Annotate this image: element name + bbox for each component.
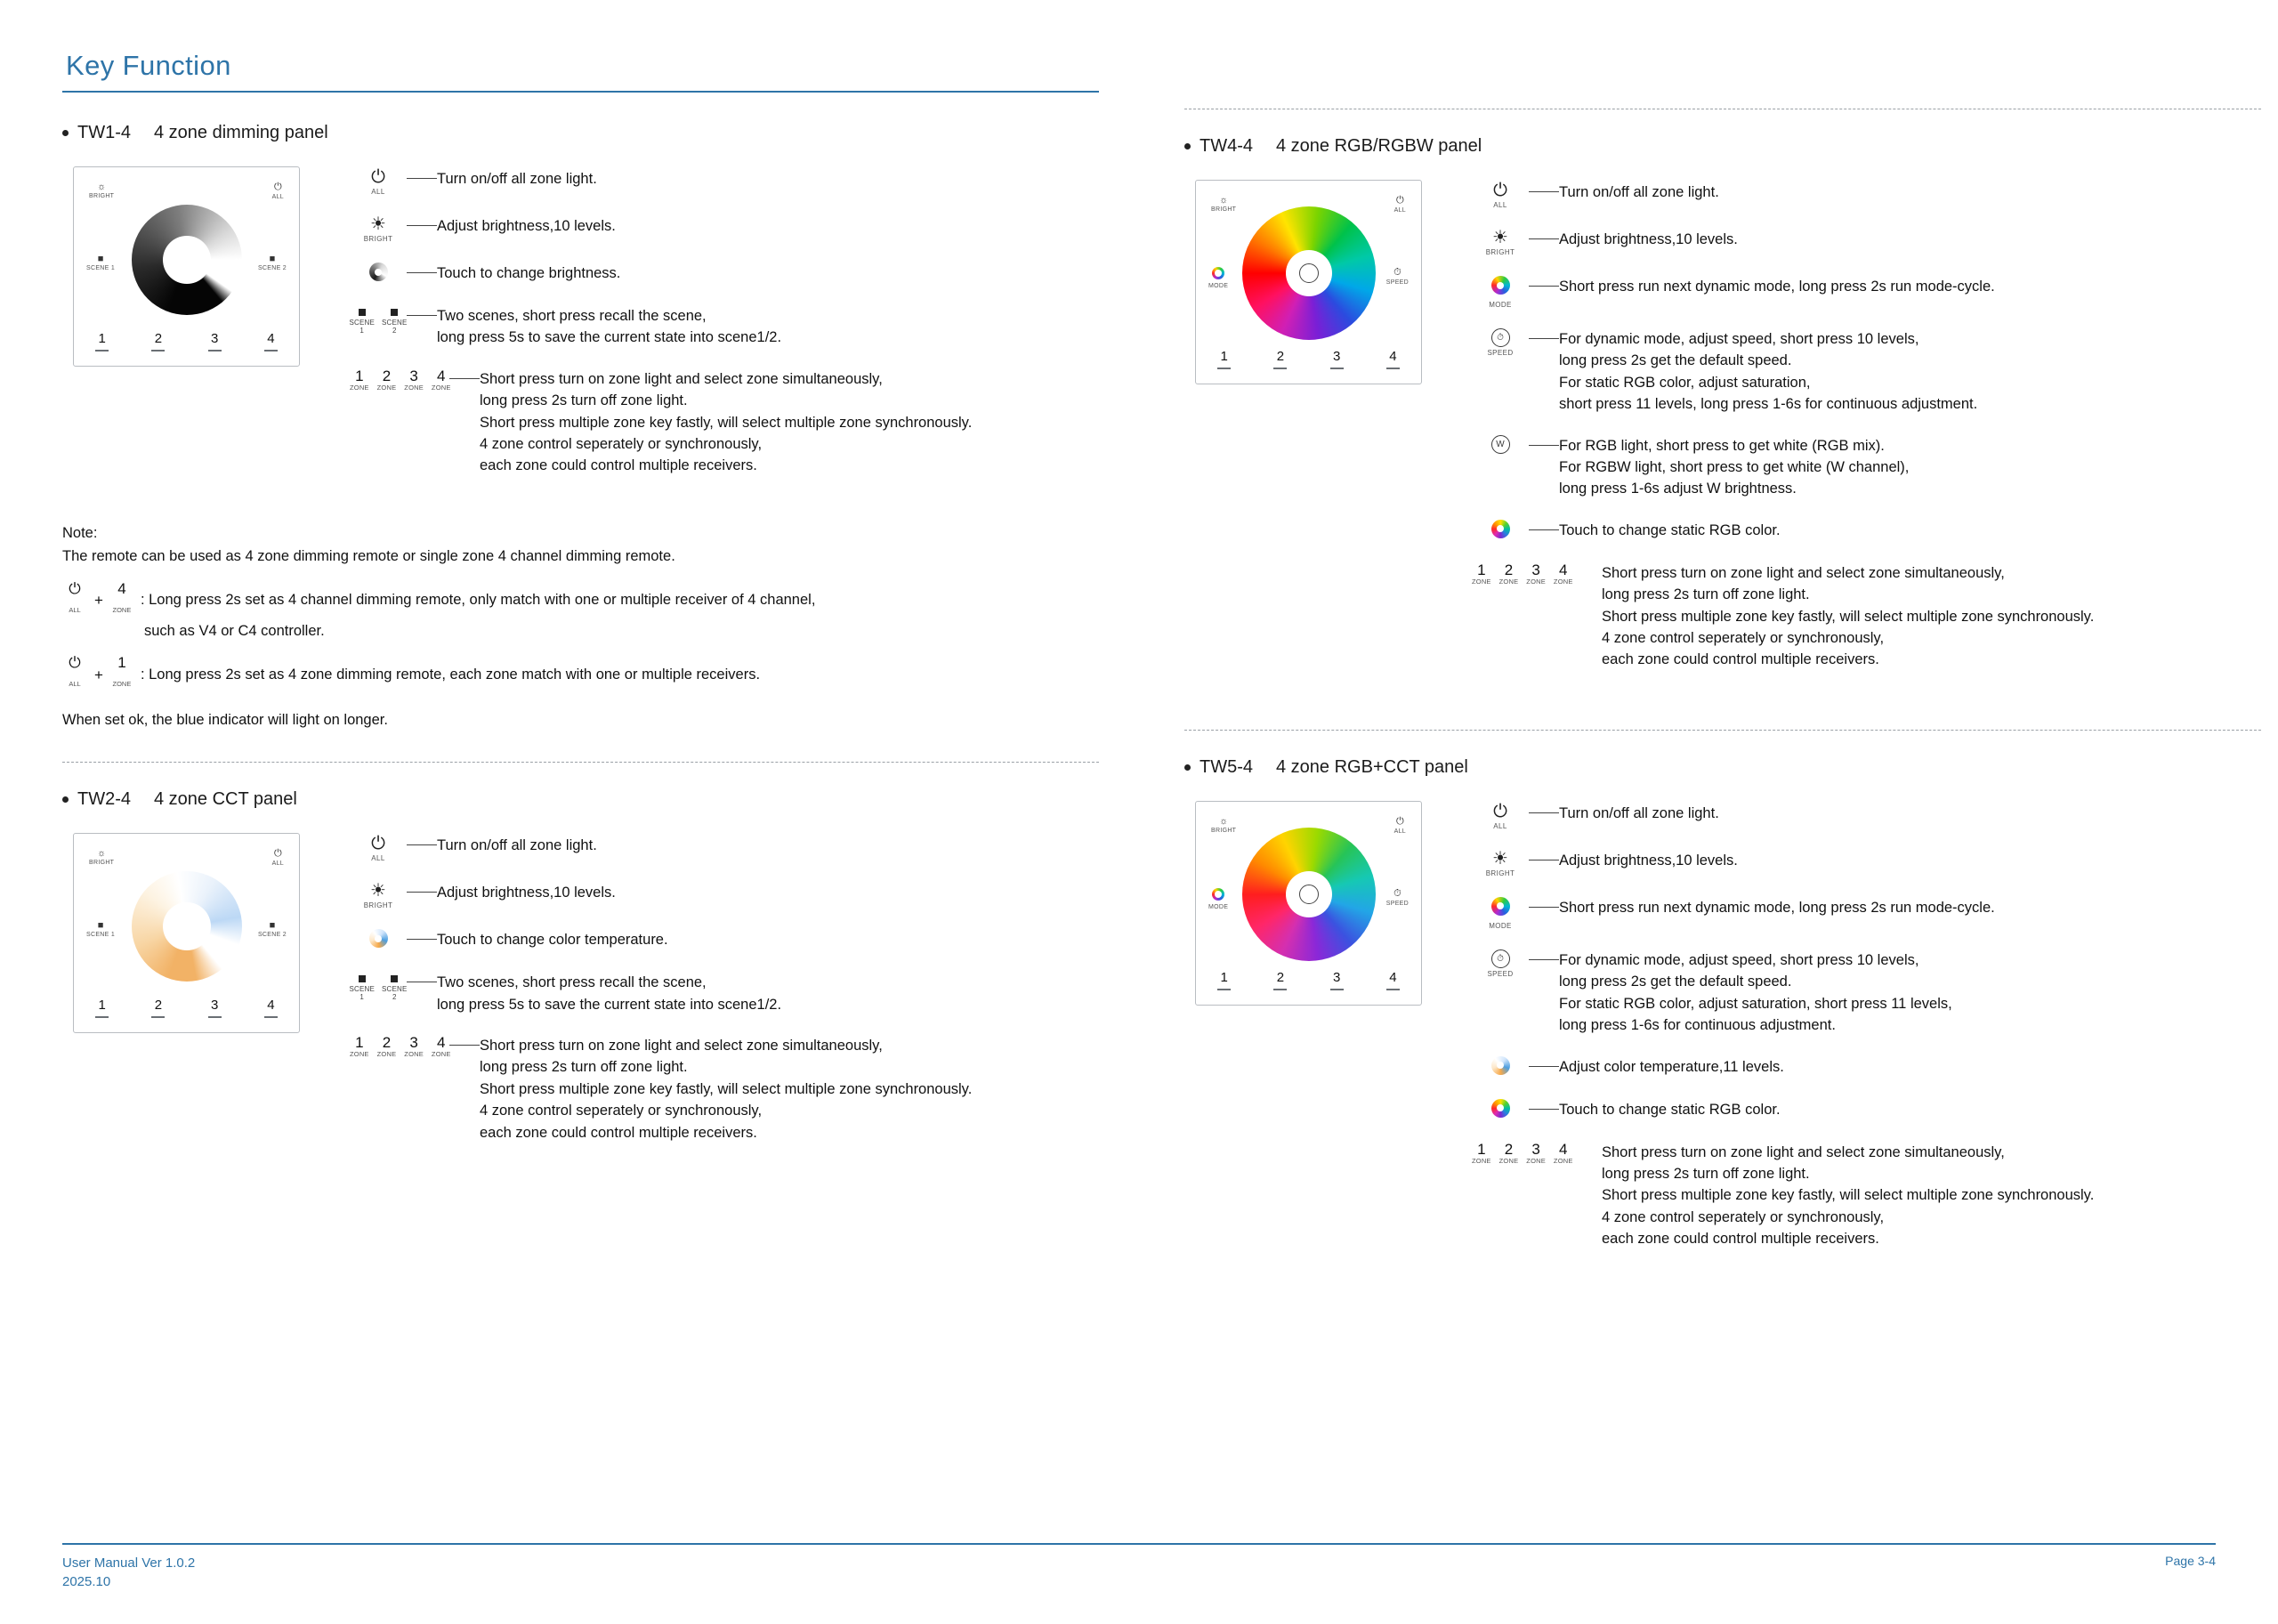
- note-combo-row-2: [62, 655, 1099, 693]
- leader-line: [407, 939, 437, 940]
- legend-text: Touch to change brightness.: [437, 265, 621, 281]
- bright-icon: ☼ BRIGHT: [1211, 195, 1237, 213]
- leader-line: [449, 1045, 480, 1046]
- title-divider: [62, 91, 1099, 93]
- bullet-icon: [62, 130, 69, 136]
- legend-row: [1472, 561, 2261, 671]
- legend-row: [1472, 801, 2261, 830]
- leader-line: [407, 892, 437, 893]
- legend-row: [1472, 518, 2261, 543]
- note-combo-row-1: [62, 581, 1099, 619]
- legend-row: [1472, 848, 2261, 877]
- zone-keys-icon: 1 ZONE 2 ZONE 3 ZONE 4 ZONE: [1472, 561, 1573, 586]
- legend-row: [350, 970, 1099, 1015]
- power-icon: ⏻ ALL: [1493, 801, 1507, 830]
- leader-line: [1529, 812, 1559, 813]
- legend-row: [1472, 274, 2261, 309]
- page-number: Page 3-4: [2165, 1553, 2216, 1568]
- legend-text: Short press turn on zone light and select zone simultaneously, long press 2s turn off zone light. Short press multiple zone key fastly, will select multiple zone synchronously. 4 zone control seperately or synchronously, each zone could control multiple receivers.: [1602, 564, 2095, 668]
- remote-panel-tw5: [1195, 801, 1422, 1006]
- legend-row: [350, 166, 1099, 196]
- zone-keys-icon: 1 ZONE 2 ZONE 3 ZONE 4 ZONE: [350, 1034, 451, 1058]
- model-name: TW2-4: [77, 789, 131, 810]
- leader-line: [1529, 286, 1559, 287]
- legend-tw1: [350, 166, 1099, 495]
- legend-text: Short press turn on zone light and select zone simultaneously, long press 2s turn off zone light. Short press multiple zone key fastly, will select multiple zone synchronously. 4 zone control seperately or synchronously, each zone could control multiple receivers.: [480, 1038, 973, 1141]
- legend-text: Adjust color temperature,11 levels.: [1559, 1058, 1784, 1075]
- leader-line: [1529, 1109, 1559, 1110]
- leader-line: [1529, 191, 1559, 192]
- legend-row: [350, 833, 1099, 862]
- zone-key-icon: 4 ZONE: [112, 579, 132, 614]
- mode-icon: MODE: [1472, 274, 1529, 309]
- note-heading: Note:: [62, 524, 98, 541]
- legend-row: [350, 880, 1099, 909]
- legend-text: Two scenes, short press recall the scene, long press 5s to save the current state into scene1/2.: [437, 308, 782, 346]
- legend-text: Turn on/off all zone light.: [1559, 804, 1719, 821]
- remote-panel-tw2: [73, 833, 300, 1033]
- legend-text: For dynamic mode, adjust speed, short press 10 levels, long press 2s get the default speed. For static RGB color, adjust saturation, short press 11 levels, long press 1-6s for continuous adjustment.: [1559, 331, 1978, 413]
- rgb-wheel-icon: [1472, 1097, 1529, 1122]
- speed-icon: ⏱ SPEED: [1472, 327, 1529, 357]
- legend-text: Two scenes, short press recall the scene, long press 5s to save the current state into scene1/2.: [437, 974, 782, 1013]
- panel-block-tw4: [1184, 180, 2261, 689]
- legend-text: For dynamic mode, adjust speed, short press 10 levels, long press 2s get the default speed. For static RGB color, adjust saturation, short press 11 levels, long press 1-6s for continuous adjustment.: [1559, 951, 1952, 1034]
- cct-wheel-icon: [1472, 1054, 1529, 1079]
- legend-row: [1472, 1097, 2261, 1122]
- zone-key: 4: [1375, 971, 1410, 990]
- legend-text: Turn on/off all zone light.: [437, 171, 597, 187]
- legend-row: [350, 303, 1099, 349]
- legend-row: [1472, 1140, 2261, 1250]
- leader-line: [1529, 907, 1559, 908]
- zone-keys: [1196, 350, 1421, 369]
- rgb-cct-color-wheel: [1242, 828, 1376, 961]
- section-heading-tw5: [1184, 757, 2261, 778]
- power-icon: ⏻ ALL: [69, 654, 81, 689]
- scene-pair-icon: [350, 303, 407, 335]
- legend-row: [1472, 1054, 2261, 1079]
- leader-line: [1529, 338, 1559, 339]
- zone-key: 2: [141, 332, 176, 351]
- legend-text: Short press run next dynamic mode, long press 2s run mode-cycle.: [1559, 899, 1995, 916]
- note-text: : Long press 2s set as 4 channel dimming remote, only match with one or multiple receiver of 4 channel,: [140, 591, 816, 608]
- legend-text: Touch to change color temperature.: [437, 932, 668, 949]
- section-divider: [62, 762, 1099, 763]
- cct-wheel-icon: [350, 927, 407, 952]
- plus-sign: +: [94, 591, 103, 609]
- zone-key: 1: [85, 332, 120, 351]
- leader-line: [449, 378, 480, 379]
- scene2-label: SCENE 2: [382, 985, 408, 1002]
- legend-text: Turn on/off all zone light.: [437, 837, 597, 854]
- zone-key: 3: [197, 998, 232, 1018]
- section-heading-tw4: [1184, 136, 2261, 157]
- leader-line: [1529, 959, 1559, 960]
- manual-date: 2025.10: [62, 1574, 111, 1590]
- zone-keys-icon: 1 ZONE 2 ZONE 3 ZONE 4 ZONE: [350, 367, 451, 392]
- legend-text: Turn on/off all zone light.: [1559, 184, 1719, 200]
- power-icon: ⏻ ALL: [1493, 181, 1507, 209]
- brightness-icon: ☀ BRIGHT: [363, 881, 393, 910]
- legend-row: [1472, 327, 2261, 416]
- model-desc: 4 zone CCT panel: [154, 789, 297, 810]
- note-tail: When set ok, the blue indicator will light on longer.: [62, 711, 388, 728]
- legend-tw2: [350, 833, 1099, 1161]
- zone-key: 4: [253, 332, 288, 351]
- scene1-icon: ■ SCENE 1: [86, 920, 116, 939]
- legend-text: Adjust brightness,10 levels.: [437, 218, 616, 234]
- zone-key: 4: [253, 998, 288, 1018]
- scene-pair-icon: [350, 970, 407, 1001]
- leader-line: [1529, 238, 1559, 239]
- zone-key: 1: [1207, 971, 1242, 990]
- power-icon: ⏻ ALL: [1393, 815, 1406, 835]
- legend-tw5: [1472, 801, 2261, 1268]
- zone-key: 2: [1263, 350, 1298, 369]
- bullet-icon: [1184, 143, 1191, 149]
- legend-text: Short press turn on zone light and select zone simultaneously, long press 2s turn off zone light. Short press multiple zone key fastly, will select multiple zone synchronously. 4 zone control seperately or synchronously, each zone could control multiple receivers.: [1602, 1143, 2095, 1248]
- zone-key: 3: [1319, 350, 1354, 369]
- white-icon: W: [1472, 433, 1529, 454]
- leader-line: [407, 225, 437, 226]
- grey-wheel-icon: [350, 261, 407, 286]
- section-heading-tw1: [62, 123, 1099, 143]
- speed-icon: ⏱ SPEED: [1472, 948, 1529, 978]
- zone-keys: [1196, 971, 1421, 990]
- power-icon: ⏻ ALL: [271, 848, 284, 868]
- power-icon: ⏻ ALL: [271, 182, 284, 200]
- leader-line: [407, 178, 437, 179]
- power-icon: ⏻ ALL: [371, 834, 385, 863]
- leader-line: [407, 844, 437, 845]
- brightness-dial: [132, 205, 242, 315]
- scene2-label: SCENE 2: [382, 319, 408, 335]
- legend-text: For RGB light, short press to get white (RGB mix). For RGBW light, short press to get white (W channel), long press 1-6s adjust W brightness.: [1559, 437, 1910, 497]
- legend-text: Touch to change static RGB color.: [1559, 1101, 1781, 1118]
- power-icon: ⏻ ALL: [371, 167, 385, 196]
- zone-keys: [74, 998, 299, 1018]
- bright-icon: ☼ BRIGHT: [89, 182, 115, 199]
- remote-panel-tw4: [1195, 180, 1422, 384]
- leader-line: [1529, 1066, 1559, 1067]
- brightness-icon: ☀ BRIGHT: [1485, 848, 1515, 877]
- scene1-label: SCENE 1: [349, 319, 375, 335]
- legend-text: Adjust brightness,10 levels.: [437, 885, 616, 901]
- zone-key: 2: [141, 998, 176, 1018]
- zone-key: 3: [1319, 971, 1354, 990]
- legend-row: [1472, 227, 2261, 256]
- leader-line: [1529, 529, 1559, 530]
- footer-left: [62, 1554, 195, 1593]
- model-name: TW5-4: [1200, 756, 1253, 777]
- speed-icon: ⏱ SPEED: [1385, 887, 1409, 907]
- rgb-color-wheel: [1242, 206, 1376, 340]
- panel-block-tw1: [62, 166, 1099, 495]
- bullet-icon: [62, 796, 69, 803]
- scene2-icon: ■ SCENE 2: [257, 920, 287, 939]
- page-footer: [62, 1543, 2216, 1592]
- model-name: TW4-4: [1200, 136, 1253, 156]
- legend-row: [350, 261, 1099, 286]
- brightness-icon: ☀ BRIGHT: [363, 214, 393, 243]
- right-column: [1184, 123, 2261, 1268]
- plus-sign: +: [94, 666, 103, 683]
- legend-row: [1472, 948, 2261, 1037]
- section-heading-tw2: [62, 789, 1099, 810]
- mode-icon: MODE: [1208, 888, 1228, 910]
- note-text: : Long press 2s set as 4 zone dimming remote, each zone match with one or multiple receivers.: [140, 666, 761, 683]
- power-icon: ⏻ ALL: [1393, 195, 1406, 214]
- leader-line: [1529, 445, 1559, 446]
- power-icon: ⏻ ALL: [69, 579, 81, 614]
- mode-icon: MODE: [1208, 267, 1228, 289]
- page-title: Key Function: [66, 50, 231, 81]
- brightness-icon: ☀ BRIGHT: [1485, 228, 1515, 256]
- zone-key: 3: [197, 332, 232, 351]
- mode-icon: MODE: [1472, 895, 1529, 930]
- legend-tw4: [1472, 180, 2261, 689]
- model-desc: 4 zone dimming panel: [154, 123, 328, 142]
- scene2-icon: ■ SCENE 2: [257, 254, 287, 271]
- panel-block-tw5: [1184, 801, 2261, 1268]
- bright-icon: ☼ BRIGHT: [1211, 815, 1237, 834]
- leader-line: [407, 315, 437, 316]
- content-columns: [62, 123, 2216, 1268]
- legend-row: [350, 927, 1099, 952]
- legend-row: [1472, 895, 2261, 930]
- remote-panel-tw1: [73, 166, 300, 367]
- legend-text: Short press run next dynamic mode, long press 2s run mode-cycle.: [1559, 279, 1995, 295]
- legend-text: Adjust brightness,10 levels.: [1559, 852, 1738, 869]
- section-divider: [1184, 730, 2261, 731]
- cct-dial: [132, 871, 242, 982]
- legend-row: [350, 214, 1099, 243]
- zone-key: 1: [1207, 350, 1242, 369]
- legend-row: [1472, 433, 2261, 500]
- legend-text: Adjust brightness,10 levels.: [1559, 231, 1738, 247]
- footer-divider: [62, 1543, 2216, 1545]
- legend-row: [1472, 180, 2261, 209]
- bright-icon: ☼ BRIGHT: [89, 848, 115, 867]
- rgb-wheel-icon: [1472, 518, 1529, 543]
- note-line: The remote can be used as 4 zone dimming remote or single zone 4 channel dimming remote.: [62, 548, 675, 565]
- panel-block-tw2: [62, 833, 1099, 1161]
- zone-key: 4: [1375, 350, 1410, 369]
- speed-icon: ⏱ SPEED: [1385, 267, 1409, 286]
- manual-version: User Manual Ver 1.0.2: [62, 1555, 196, 1571]
- scene1-icon: ■ SCENE 1: [86, 254, 116, 271]
- model-desc: 4 zone RGB+CCT panel: [1276, 756, 1468, 777]
- zone-keys-icon: 1 ZONE 2 ZONE 3 ZONE 4 ZONE: [1472, 1140, 1573, 1165]
- zone-key: 2: [1263, 971, 1298, 990]
- note-text-cont: such as V4 or C4 controller.: [144, 623, 325, 640]
- bullet-icon: [1184, 764, 1191, 771]
- zone-keys: [74, 332, 299, 351]
- note-block: [62, 521, 1099, 731]
- leader-line: [407, 272, 437, 273]
- left-column: [62, 123, 1099, 1268]
- legend-row: [350, 367, 1099, 477]
- zone-key-icon: 1 ZONE: [112, 654, 132, 689]
- legend-text: Short press turn on zone light and select zone simultaneously, long press 2s turn off zone light. Short press multiple zone key fastly, will select multiple zone synchronously. 4 zone control seperately or synchronously, each zone could control multiple receivers.: [480, 370, 973, 474]
- legend-text: Touch to change static RGB color.: [1559, 521, 1781, 538]
- legend-row: [350, 1033, 1099, 1143]
- zone-key: 1: [85, 998, 120, 1018]
- model-desc: 4 zone RGB/RGBW panel: [1276, 136, 1482, 156]
- model-name: TW1-4: [77, 123, 131, 142]
- scene1-label: SCENE 1: [349, 985, 375, 1002]
